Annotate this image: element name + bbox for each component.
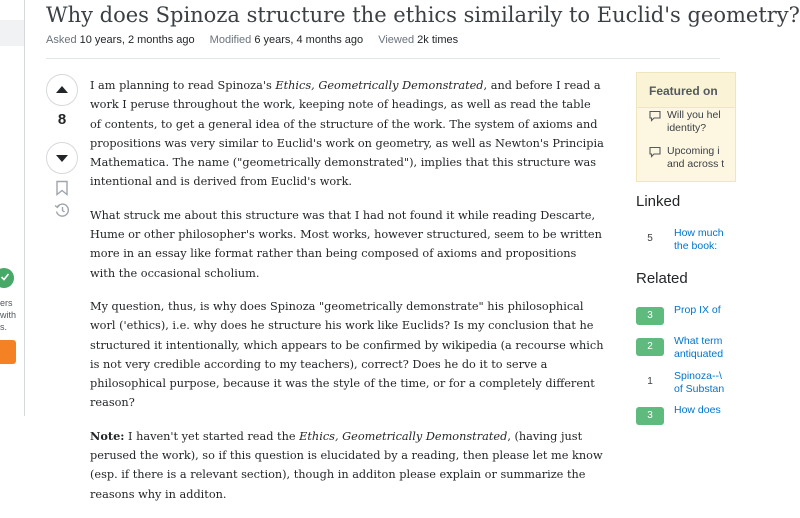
- sidebar-active-item[interactable]: [0, 20, 24, 46]
- question-title[interactable]: Why does Spinoza structure the ethics similarily to Euclid's geometry?: [46, 3, 800, 27]
- body-paragraph: What struck me about this structure was that I had not found it while reading Descarte, Hume or other philosopher's works. Most works, however structured, seem to be written more in an essay like format rather than being composed of axioms and propositions with the occasional scholium.: [90, 208, 602, 280]
- checkmark-icon: [0, 268, 14, 288]
- modified-label: Modified: [209, 34, 252, 46]
- asked-label: Asked: [46, 34, 77, 46]
- speech-bubble-icon: [649, 110, 661, 122]
- related-score-badge: 3: [636, 407, 664, 425]
- arrow-down-icon: [55, 154, 69, 164]
- featured-item[interactable]: Upcoming i and across t: [649, 145, 739, 173]
- modified-value[interactable]: 6 years, 4 months ago: [254, 34, 364, 46]
- related-score-badge: 1: [636, 373, 664, 391]
- vote-score: 8: [57, 111, 67, 128]
- speech-bubble-icon: [649, 146, 661, 158]
- featured-header: [637, 73, 735, 108]
- history-icon: [54, 202, 70, 218]
- related-link[interactable]: Prop IX of: [674, 304, 721, 316]
- question-meta: [46, 33, 470, 47]
- featured-item[interactable]: Will you hel identity?: [649, 109, 739, 137]
- asked-value: 10 years, 2 months ago: [79, 34, 195, 46]
- linked-link[interactable]: the book:: [674, 240, 718, 252]
- sidebar-action-button[interactable]: [0, 340, 16, 364]
- related-link[interactable]: Spinoza--\: [674, 370, 722, 382]
- arrow-up-icon: [55, 84, 69, 94]
- body-paragraph: Note: I haven't yet started read the Ethics, Geometrically Demonstrated, (having just perused the work), so if this question is elucidated by a reading, then please let me know (esp. if there is a relevant section), though in additon please explain or summarize the reasons why in additon.: [90, 428, 603, 501]
- upvote-button[interactable]: [46, 74, 78, 106]
- viewed-label: Viewed: [378, 34, 415, 46]
- body-paragraph: I am planning to read Spinoza's Ethics, Geometrically Demonstrated, and before I read a work I peruse throughout the work, keeping note of headings, as well as read the table of contents, to get a general idea of the structure of the work. The system of axioms and propositions was very similar to Euclid's work on geometry, as well as Newton's Principia Mathematica. The name ("geometrically demonstrated"), implies that this structure was intentional and is derived from Euclid's work.: [90, 79, 604, 189]
- bookmark-icon: [55, 180, 69, 196]
- related-link[interactable]: antiquated: [674, 348, 724, 360]
- header-divider: [46, 58, 720, 59]
- linked-heading: Linked: [636, 193, 681, 210]
- related-item[interactable]: [636, 335, 726, 363]
- related-item[interactable]: [636, 304, 726, 332]
- question-body: [90, 76, 605, 518]
- sidebar-text-fragment: s.: [0, 322, 8, 332]
- linked-item[interactable]: [636, 227, 726, 255]
- viewed-value: 2k times: [417, 34, 459, 46]
- related-link[interactable]: How does: [674, 404, 721, 416]
- related-score-badge: 2: [636, 338, 664, 356]
- left-sidebar: [0, 0, 25, 416]
- body-paragraph: My question, thus, is why does Spinoza "geometrically demonstrate" his philosophical worl ('ethics), i.e. why does he structure his work like Euclids? Is my conclusion that he structured it intentionally, which appears to be confirmed by wikipedia (a recourse which is not very credible according to my teachers), correct? Does he do it to serve a philosophical purpose, because it was the style of the time, or for a completely different reason?: [90, 299, 604, 410]
- timeline-button[interactable]: [54, 202, 70, 223]
- linked-score-badge: 5: [636, 230, 664, 248]
- related-heading: Related: [636, 270, 688, 287]
- featured-on-meta-box: [636, 72, 736, 182]
- related-link[interactable]: What term: [674, 335, 723, 347]
- featured-title: Featured on: [649, 84, 718, 98]
- sidebar-text-fragment: ers: [0, 298, 13, 308]
- downvote-button[interactable]: [46, 142, 78, 174]
- related-score-badge: 3: [636, 307, 664, 325]
- bookmark-button[interactable]: [55, 180, 69, 201]
- related-item[interactable]: [636, 370, 726, 398]
- related-item[interactable]: [636, 404, 726, 432]
- related-link[interactable]: of Substan: [674, 383, 725, 395]
- sidebar-text-fragment: with: [0, 310, 17, 320]
- linked-link[interactable]: How much: [674, 227, 724, 239]
